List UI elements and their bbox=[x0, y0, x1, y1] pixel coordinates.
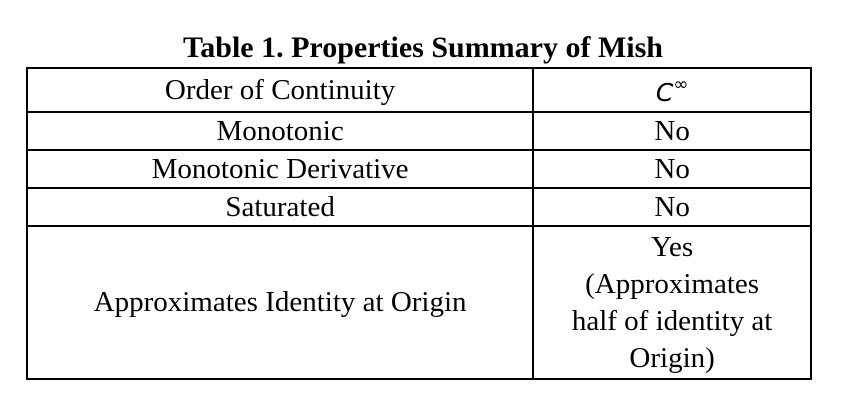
table-row bbox=[27, 150, 811, 188]
value-cell bbox=[533, 226, 811, 379]
math-base: C bbox=[655, 78, 674, 108]
table-caption: Table 1. Properties Summary of Mish bbox=[183, 31, 663, 64]
table-row bbox=[27, 226, 811, 379]
property-cell: Order of Continuity bbox=[27, 68, 533, 112]
property-cell: Monotonic Derivative bbox=[27, 150, 533, 188]
table-row bbox=[27, 188, 811, 226]
value-cell: No bbox=[533, 188, 811, 226]
math-expression bbox=[655, 74, 689, 108]
property-cell: Monotonic bbox=[27, 112, 533, 150]
property-cell: Approximates Identity at Origin bbox=[27, 226, 533, 379]
property-cell: Saturated bbox=[27, 188, 533, 226]
table-row bbox=[27, 112, 811, 150]
value-cell bbox=[533, 68, 811, 112]
table-row bbox=[27, 68, 811, 112]
value-cell: No bbox=[533, 150, 811, 188]
value-cell: No bbox=[533, 112, 811, 150]
value-multiline-text: Yes (Approximates half of identity at Origin) bbox=[571, 230, 773, 374]
infinity-superscript: ∞ bbox=[673, 74, 689, 95]
properties-table bbox=[26, 67, 812, 380]
